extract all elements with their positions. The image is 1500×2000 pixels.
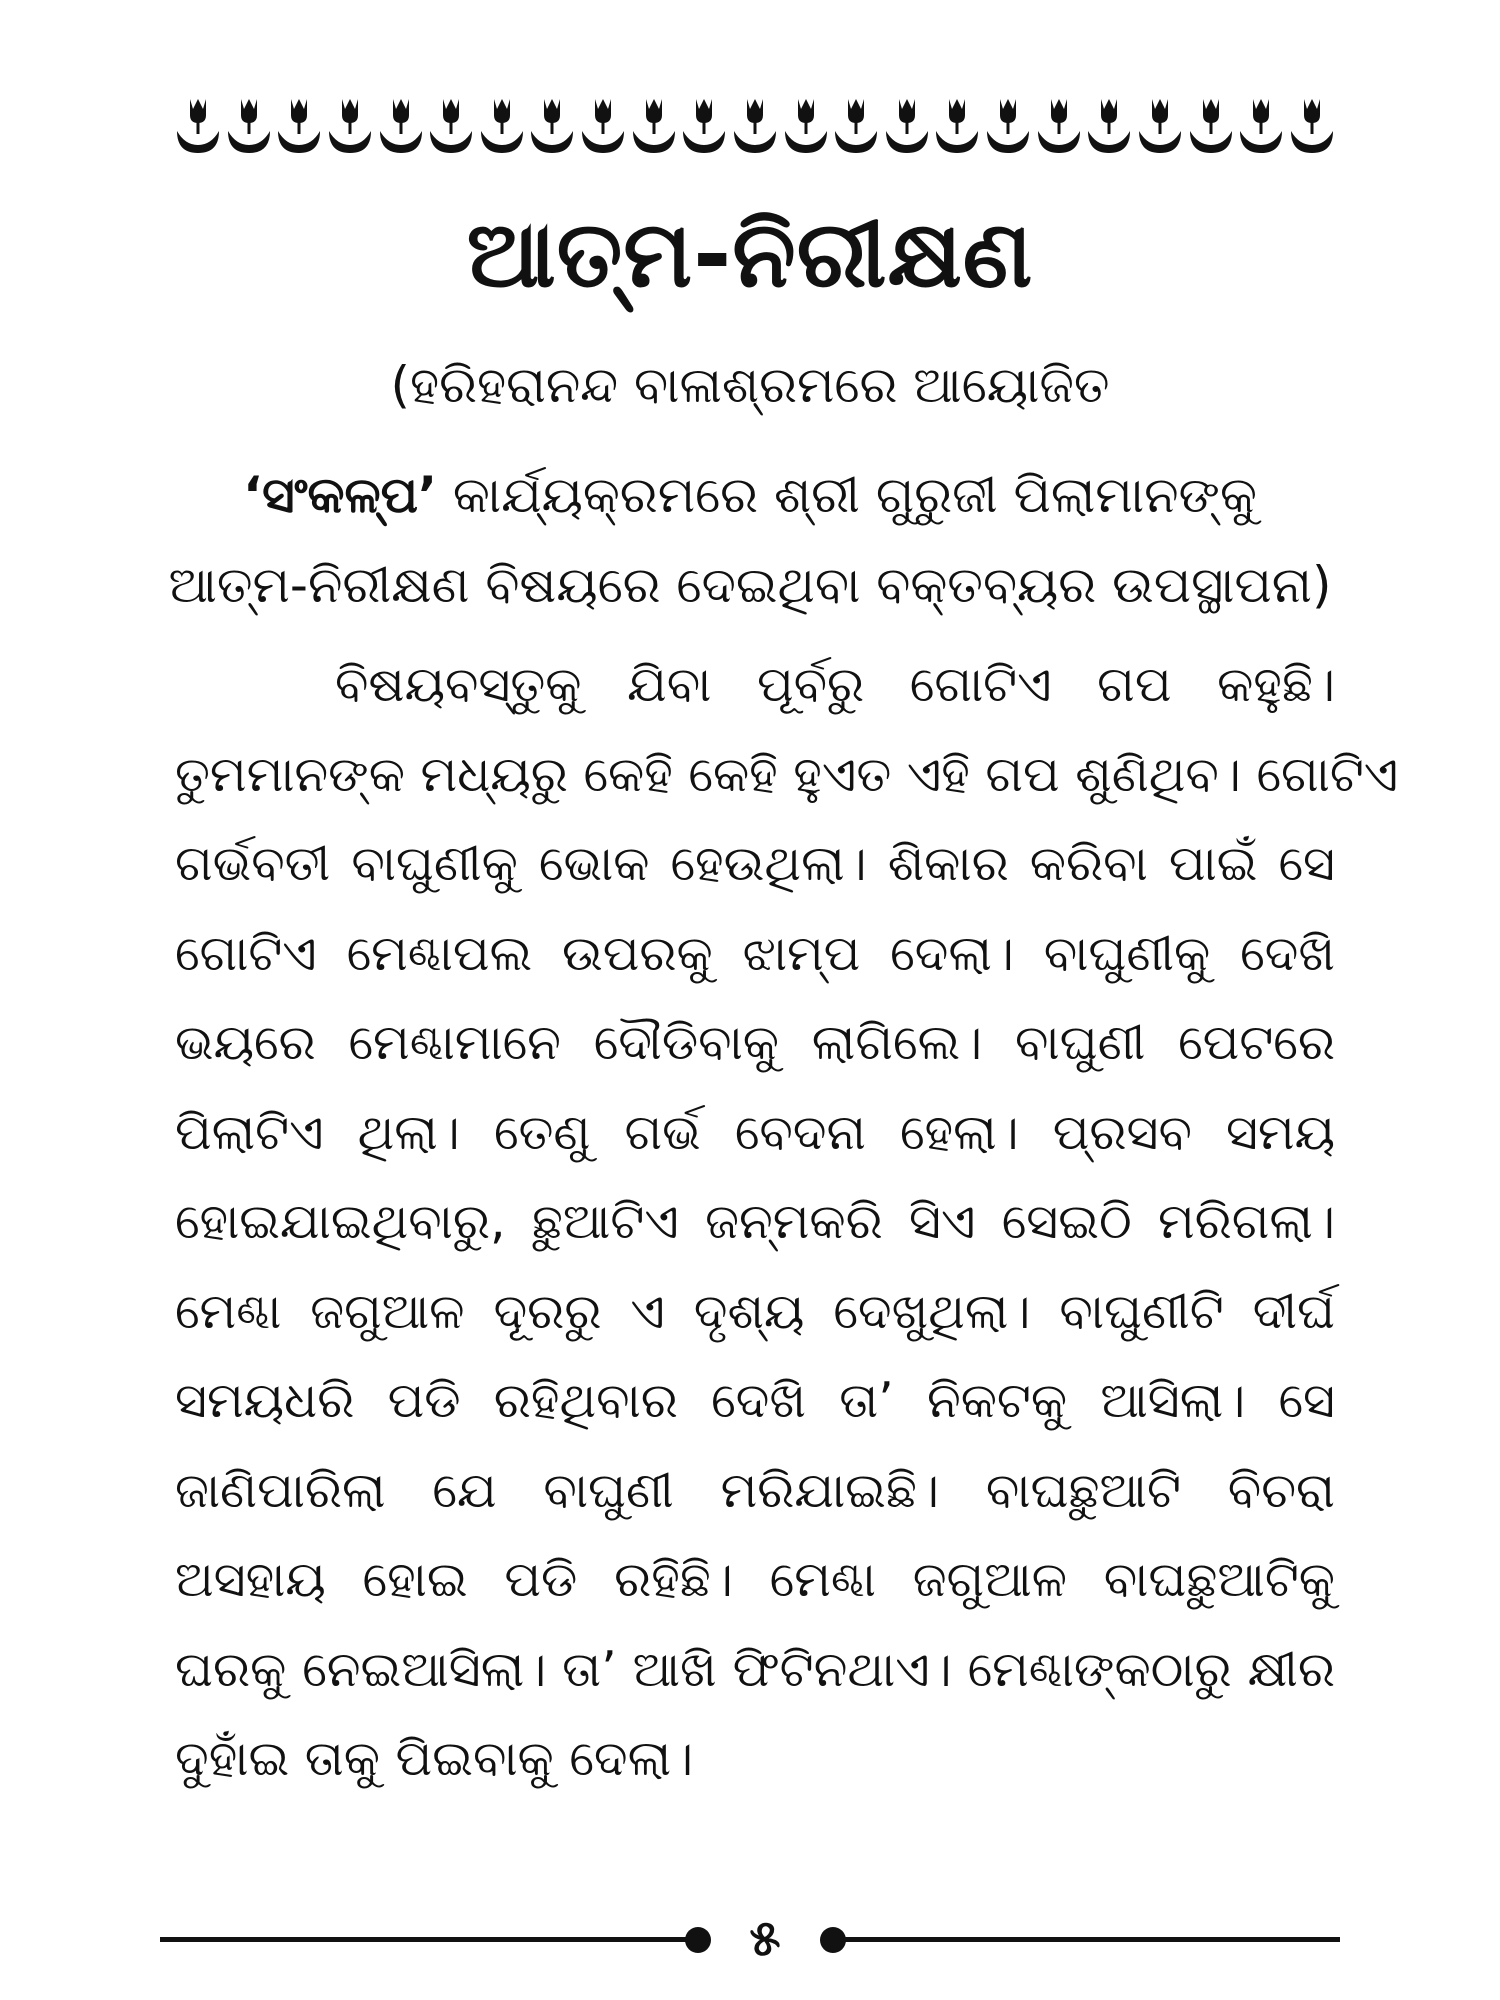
paragraph-line: ଜାଣିପାରିଲା ଯେ ବାଘୁଣୀ ମରିଯାଇଛି। ବାଘଛୁଆଟି ବିଚରା <box>175 1461 1335 1519</box>
paragraph-line: ଅସହାୟ ହୋଇ ପଡି ରହିଛି। ମେଣ୍ଢା ଜଗୁଆଳ ବାଘଛୁଆଟିକୁ <box>175 1551 1335 1608</box>
tulip-icon <box>681 95 727 157</box>
tulip-icon <box>276 95 322 157</box>
paragraph-line: ଗୋଟିଏ ମେଣ୍ଢାପଲ ଉପରକୁ ଝାମ୍ପ ଦେଲା। ବାଘୁଣୀକୁ ଦେଖି <box>175 924 1335 982</box>
tulip-icon <box>378 95 424 157</box>
tulip-icon <box>428 95 474 157</box>
subtitle-line-2 <box>150 455 1350 535</box>
paragraph-line: ପିଲାଟିଏ ଥିଲା। ତେଣୁ ଗର୍ଭ ବେଦନା ହେଲା। ପ୍ରସବ ସମୟ <box>175 1103 1335 1161</box>
subtitle-line-1: (ହରିହରାନନ୍ଦ ବାଳାଶ୍ରମରେ ଆୟୋଜିତ <box>390 356 1110 414</box>
tulip-icon <box>327 95 373 157</box>
paragraph-line: ଭୟରେ ମେଣ୍ଢାମାନେ ଦୌଡିବାକୁ ଲାଗିଲେ। ବାଘୁଣୀ ପେଟରେ <box>175 1014 1335 1071</box>
tulip-icon <box>529 95 575 157</box>
paragraph-line: ହୋଇଯାଇଥିବାରୁ, ଛୁଆଟିଏ ଜନ୍ମକରି ସିଏ ସେଇଠି ମରିଗଲା। <box>175 1193 1335 1250</box>
paragraph-line: ସମୟଧରି ପଡି ରହିଥିବାର ଦେଖି ତା’ ନିକଟକୁ ଆସିଲା। ସେ <box>175 1372 1335 1429</box>
tulip-icon <box>1036 95 1082 157</box>
tulip-icon <box>783 95 829 157</box>
tulip-icon <box>732 95 778 157</box>
paragraph-line: ଦୁହାଁଇ ତାକୁ ପିଇବାକୁ ଦେଲା। <box>175 1730 694 1787</box>
tulip-icon <box>175 95 221 157</box>
page-title: ଆତ୍ମ-ନିରୀକ୍ଷଣ <box>466 201 1034 308</box>
tulip-icon <box>1137 95 1183 157</box>
page-footer <box>160 1909 1340 1967</box>
story-paragraph <box>175 640 1399 1804</box>
tulip-icon <box>833 95 879 157</box>
footer-rule-right <box>830 1937 1340 1942</box>
footer-rule-left <box>160 1937 695 1942</box>
paragraph-line: ଘରକୁ ନେଇଆସିଲା। ତା’ ଆଖି ଫିଟିନଥାଏ। ମେଣ୍ଢାଙ୍କଠାରୁ କ୍ଷୀର <box>175 1640 1335 1698</box>
subtitle-line-3: ଆତ୍ମ-ନିରୀକ୍ଷଣ ବିଷୟରେ ଦେଇଥିବା ବକ୍ତବ୍ୟର ଉପସ୍ଥାପନା) <box>168 556 1332 614</box>
tulip-icon <box>1238 95 1284 157</box>
subtitle-line-2-rest: କାର୍ଯ୍ୟକ୍ରମରେ ଶ୍ରୀ ଗୁରୁଜୀ ପିଲାମାନଙ୍କୁ <box>436 466 1257 524</box>
tulip-icon <box>884 95 930 157</box>
tulip-icon <box>479 95 525 157</box>
paragraph-line: ତୁମମାନଙ୍କ ମଧ୍ୟରୁ କେହି କେହି ହୁଏତ ଏହି ଗପ ଶୁଣିଥିବ। ଗୋଟିଏ <box>175 745 1399 803</box>
page-number: ୫ <box>749 1909 781 1967</box>
paragraph-line: ଗର୍ଭବତୀ ବାଘୁଣୀକୁ ଭୋକ ହେଉଥିଲା। ଶିକାର କରିବା ପାଇଁ ସେ <box>175 835 1335 892</box>
tulip-icon <box>226 95 272 157</box>
tulip-icon <box>1289 95 1335 157</box>
program-name: ‘ସଂକଳ୍ପ’ <box>243 466 437 524</box>
tulip-icon <box>1188 95 1234 157</box>
tulip-icon <box>631 95 677 157</box>
footer-dot-left <box>685 1927 711 1953</box>
tulip-icon <box>1086 95 1132 157</box>
tulip-border <box>175 95 1335 157</box>
tulip-icon <box>580 95 626 157</box>
tulip-icon <box>985 95 1031 157</box>
paragraph-line: ମେଣ୍ଢା ଜଗୁଆଳ ଦୂରରୁ ଏ ଦୃଶ୍ୟ ଦେଖୁଥିଲା। ବାଘୁଣୀଟି ଦୀର୍ଘ <box>175 1282 1335 1340</box>
paragraph-line: ବିଷୟବସ୍ତୁକୁ ଯିବା ପୂର୍ବରୁ ଗୋଟିଏ ଗପ କହୁଛି। <box>335 656 1335 713</box>
tulip-icon <box>934 95 980 157</box>
